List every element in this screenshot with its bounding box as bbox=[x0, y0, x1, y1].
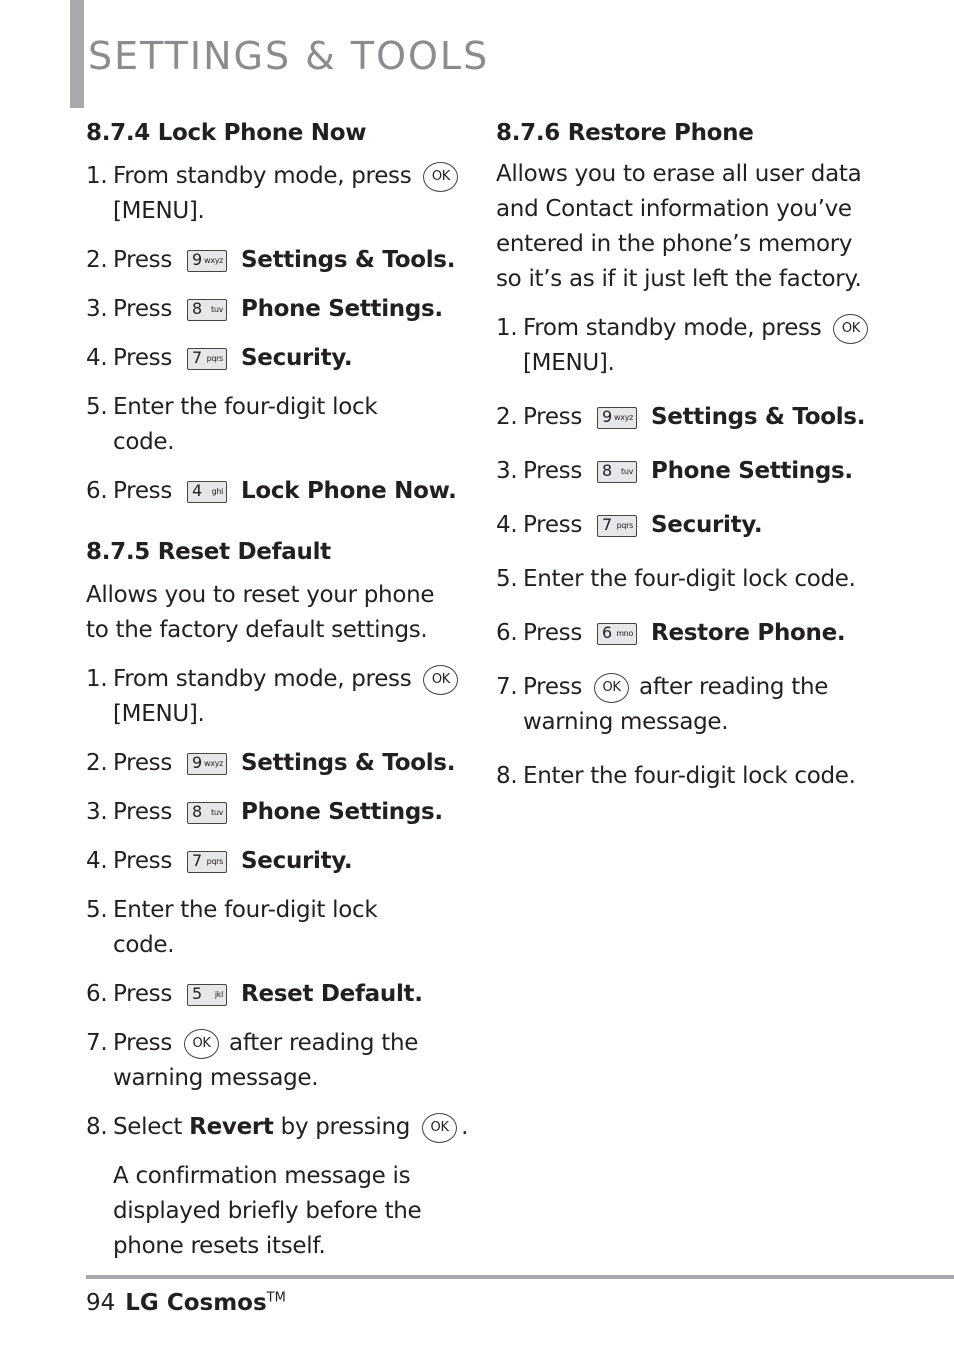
key-4-icon: 4 ghi bbox=[187, 481, 227, 503]
brand-name: LG Cosmos™ bbox=[125, 1290, 286, 1316]
step-item: 5. Enter the four-digit lock code. bbox=[496, 566, 856, 592]
key-8-icon: 8 tuv bbox=[597, 461, 637, 483]
step-item: 4. Press 7 pqrs Security. bbox=[86, 345, 353, 371]
step-item: 6. Press 5 jkl Reset Default. bbox=[86, 981, 423, 1007]
step-item: 2. Press 9 wxyz Settings & Tools. bbox=[86, 247, 456, 273]
key-9-icon: 9 wxyz bbox=[597, 407, 637, 429]
step-item: 6. Press 6 mno Restore Phone. bbox=[496, 620, 846, 646]
key-7-icon: 7 pqrs bbox=[597, 515, 637, 537]
page-number: 94 bbox=[86, 1290, 116, 1316]
section-intro: Allows you to reset your phone to the factory default settings. bbox=[86, 582, 435, 643]
left-column bbox=[86, 110, 469, 1264]
ok-key-icon: OK bbox=[423, 665, 458, 695]
key-8-icon: 8 tuv bbox=[187, 802, 227, 824]
step-item: 2. Press 9 wxyz Settings & Tools. bbox=[86, 750, 456, 776]
section-title-lock-phone-now: 8.7.4 Lock Phone Now bbox=[86, 120, 367, 146]
ok-key-icon: OK bbox=[423, 162, 458, 192]
step-item: 3. Press 8 tuv Phone Settings. bbox=[496, 458, 853, 484]
step-item: 3. Press 8 tuv Phone Settings. bbox=[86, 799, 443, 825]
step-item: 8. Select Revert by pressing OK . A confirmation message is displayed briefly before the phone resets itself. bbox=[86, 1110, 441, 1264]
step-item: 4. Press 7 pqrs Security. bbox=[86, 848, 353, 874]
key-6-icon: 6 mno bbox=[597, 623, 637, 645]
step-item: 2. Press 9 wxyz Settings & Tools. bbox=[496, 404, 866, 430]
footer-divider bbox=[86, 1275, 954, 1279]
ok-key-icon: OK bbox=[833, 314, 868, 344]
step-item: 5. Enter the four-digit lock code. bbox=[86, 394, 378, 455]
key-7-icon: 7 pqrs bbox=[187, 851, 227, 873]
step-item: 4. Press 7 pqrs Security. bbox=[496, 512, 763, 538]
trademark: TM bbox=[266, 1290, 286, 1306]
step-item: 6. Press 4 ghi Lock Phone Now. bbox=[86, 478, 457, 504]
section-intro: Allows you to erase all user data and Contact information you’ve entered in the phone’s memory so it’s as if it just left the factory. bbox=[496, 161, 862, 292]
section-title-restore-phone: 8.7.6 Restore Phone bbox=[496, 120, 754, 146]
step-item: 7. Press OK after reading the warning message. bbox=[496, 674, 829, 735]
ok-key-icon: OK bbox=[184, 1029, 219, 1059]
header-accent-bar bbox=[70, 0, 84, 108]
step-item: 7. Press OK after reading the warning message. bbox=[86, 1030, 419, 1091]
key-7-icon: 7 pqrs bbox=[187, 348, 227, 370]
page-title: SETTINGS & TOOLS bbox=[88, 34, 490, 78]
right-column bbox=[496, 110, 876, 794]
step-item: 1. From standby mode, press OK [MENU]. bbox=[86, 662, 441, 732]
step-item: 5. Enter the four-digit lock code. bbox=[86, 897, 378, 958]
ok-key-icon: OK bbox=[422, 1113, 457, 1143]
step-item: 8. Enter the four-digit lock code. bbox=[496, 763, 856, 789]
key-8-icon: 8 tuv bbox=[187, 299, 227, 321]
ok-key-icon: OK bbox=[594, 673, 629, 703]
section-title-reset-default: 8.7.5 Reset Default bbox=[86, 539, 331, 565]
key-9-icon: 9 wxyz bbox=[187, 250, 227, 272]
step-item: 1. From standby mode, press OK [MENU]. bbox=[496, 311, 876, 381]
footer bbox=[86, 1290, 286, 1316]
key-9-icon: 9 wxyz bbox=[187, 753, 227, 775]
key-5-icon: 5 jkl bbox=[187, 984, 227, 1006]
step-item: 3. Press 8 tuv Phone Settings. bbox=[86, 296, 443, 322]
step-note: A confirmation message is displayed briefly before the phone resets itself. bbox=[113, 1163, 422, 1259]
step-item: 1. From standby mode, press OK [MENU]. bbox=[86, 159, 441, 229]
